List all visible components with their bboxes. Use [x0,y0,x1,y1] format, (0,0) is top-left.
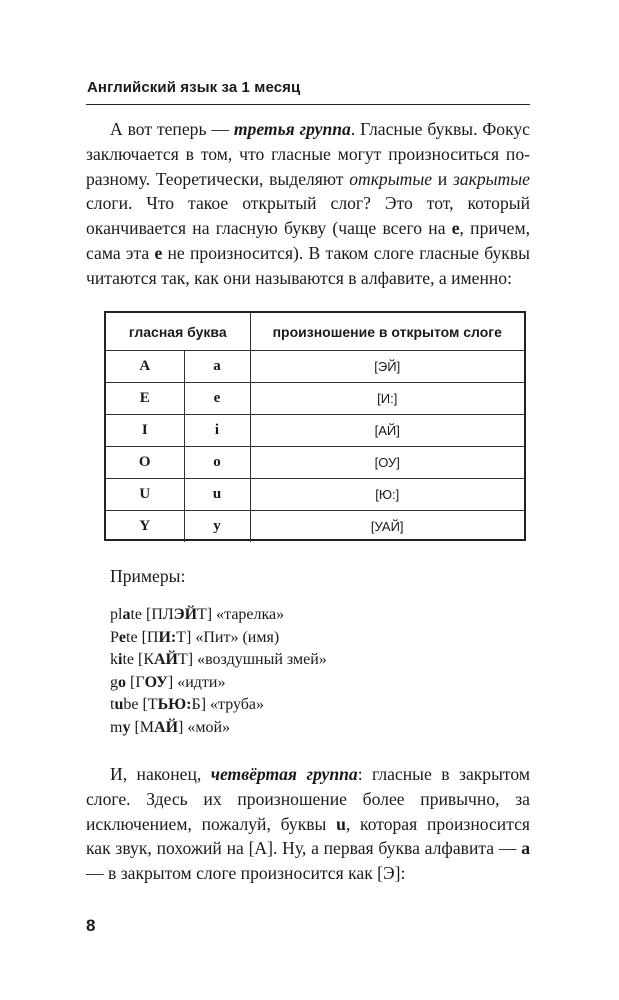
list-item: tube [ТЬЮ:Б] «труба» [110,696,265,714]
table-row [106,511,524,543]
list-item: go [ГОУ] «идти» [110,673,226,691]
examples-list [110,604,327,740]
table-row [106,383,524,415]
uppercase-letter: O [106,447,184,479]
pronunciation: [И:] [250,383,524,415]
vowel-table [104,311,526,541]
uppercase-letter: E [106,383,184,415]
lowercase-letter: y [184,511,250,543]
pronunciation: [УАЙ] [250,511,524,543]
uppercase-letter: I [106,415,184,447]
list-item: Pete [ПИ:Т] «Пит» (имя) [110,628,280,646]
pronunciation: [Ю:] [250,479,524,511]
paragraph-third-group: А вот теперь — третья группа. Гласные буквы. Фокус заключается в том, что гласные могут произноситься по-разному. Теоретически, выделяют открытые и закрытые слоги. Что такое открытый слог? Это тот, который оканчивается на гласную букву (чаще всего на е, причем, сама эта е не произносится). В таком слоге гласные буквы читаются так, как они называются в алфавите, а именно: [86,119,530,288]
table-row [106,415,524,447]
list-item: my [МАЙ] «мой» [110,718,231,736]
header-vowel-letter: гласная буква [106,313,250,351]
paragraph-fourth-group: И, наконец, четвёртая группа: гласные в закрытом слоге. Здесь их произношение более привычно, за исключением, пожалуй, буквы u, которая произносится как звук, похожий на [А]. Ну, а первая буква алфавита — a — в закрытом слоге произносится как [Э]: [86,764,531,884]
pronunciation: [АЙ] [250,415,524,447]
lowercase-letter: u [184,479,250,511]
table-row [106,479,524,511]
term-fourth-group: четвёртая группа [210,764,358,784]
table-row [106,351,524,383]
page-number: 8 [86,916,96,935]
header-rule [86,104,530,105]
list-item: plate [ПЛЭЙТ] «тарелка» [110,606,285,623]
list-item: kite [КАЙТ] «воздушный змей» [110,651,327,669]
lowercase-letter: i [184,415,250,447]
lowercase-letter: e [184,383,250,415]
running-head: Английский язык за 1 месяц [87,79,301,96]
table-header-row [106,313,524,351]
pronunciation: [ОУ] [250,447,524,479]
uppercase-letter: U [106,479,184,511]
term-closed: закрытые [452,168,530,189]
lowercase-letter: o [184,447,250,479]
examples-title: Примеры: [110,566,186,586]
lowercase-letter: a [184,351,250,383]
table-row [106,447,524,479]
uppercase-letter: A [106,351,184,383]
term-open: открытые [349,168,433,189]
pronunciation: [ЭЙ] [250,351,524,383]
header-open-syllable-pronunciation: произношение в открытом слоге [250,313,524,351]
term-third-group: третья группа [233,119,351,139]
uppercase-letter: Y [106,511,184,543]
